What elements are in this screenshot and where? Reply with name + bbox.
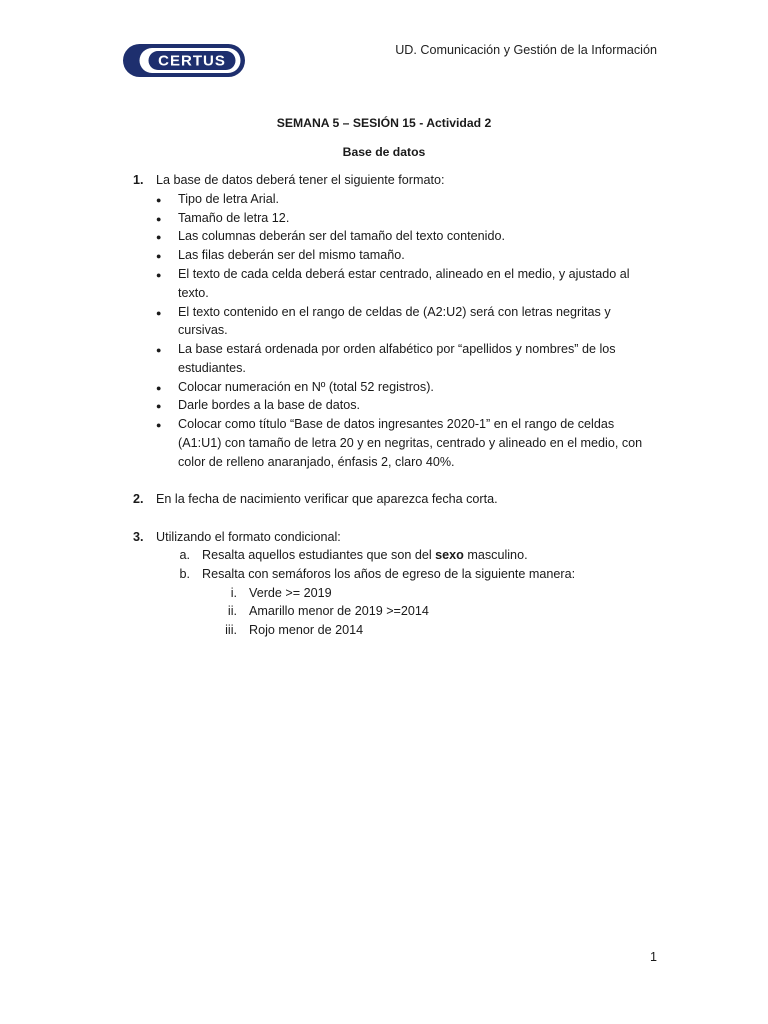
unit-header: UD. Comunicación y Gestión de la Información bbox=[395, 43, 657, 57]
page-number: 1 bbox=[650, 950, 658, 964]
bullet-item-continued: (A1:U1) con tamaño de letra 20 y en negritas, centrado y alineado en el medio, con bbox=[178, 436, 643, 450]
sub-item-a: Resalta aquellos estudiantes que son del sexo masculino. bbox=[202, 548, 528, 562]
subsub-item-marker: iii. bbox=[225, 623, 237, 637]
sub-item-marker: a. bbox=[179, 548, 190, 562]
subsub-item-marker: ii. bbox=[227, 604, 237, 618]
bullet-item: Darle bordes a la base de datos. bbox=[178, 398, 361, 412]
bullet-icon: ● bbox=[156, 401, 162, 411]
bullet-icon: ● bbox=[156, 383, 162, 393]
bullet-item-continued: color de relleno anaranjado, énfasis 2, claro 40%. bbox=[178, 455, 455, 469]
item-1-text: La base de datos deberá tener el siguiente formato: bbox=[156, 173, 445, 187]
subsub-item-marker: i. bbox=[230, 586, 237, 600]
bullet-item: Tamaño de letra 12. bbox=[178, 211, 290, 225]
bullet-item: El texto contenido en el rango de celdas de (A2:U2) será con letras negritas y bbox=[178, 305, 611, 319]
bullet-icon: ● bbox=[156, 420, 162, 430]
bullet-item: Las filas deberán ser del mismo tamaño. bbox=[178, 248, 405, 262]
subsub-item: Rojo menor de 2014 bbox=[249, 623, 364, 637]
bullet-icon: ● bbox=[156, 270, 162, 280]
subsub-item: Verde >= 2019 bbox=[249, 586, 332, 600]
item-2-text: En la fecha de nacimiento verificar que aparezca fecha corta. bbox=[156, 492, 498, 506]
bullet-item-continued: estudiantes. bbox=[178, 361, 246, 375]
sub-item-marker: b. bbox=[179, 567, 190, 581]
item-1-number: 1. bbox=[133, 173, 144, 187]
item-3-text: Utilizando el formato condicional: bbox=[156, 530, 341, 544]
bullet-item: Colocar numeración en Nº (total 52 registros). bbox=[178, 380, 434, 394]
bullet-item: El texto de cada celda deberá estar centrado, alineado en el medio, y ajustado al bbox=[178, 267, 630, 281]
bullet-icon: ● bbox=[156, 251, 162, 261]
bullet-icon: ● bbox=[156, 308, 162, 318]
certus-logo bbox=[122, 43, 246, 78]
bullet-item: Colocar como título “Base de datos ingresantes 2020-1” en el rango de celdas bbox=[178, 417, 615, 431]
document-subtitle: Base de datos bbox=[342, 145, 426, 159]
sub-item-b: Resalta con semáforos los años de egreso de la siguiente manera: bbox=[202, 567, 576, 581]
bullet-icon: ● bbox=[156, 195, 162, 205]
logo-text: CERTUS bbox=[158, 52, 226, 70]
bullet-item-continued: texto. bbox=[178, 286, 209, 300]
bullet-item: Tipo de letra Arial. bbox=[178, 192, 280, 206]
bullet-item: La base estará ordenada por orden alfabético por “apellidos y nombres” de los bbox=[178, 342, 616, 356]
item-3-number: 3. bbox=[133, 530, 144, 544]
bullet-icon: ● bbox=[156, 345, 162, 355]
bullet-icon: ● bbox=[156, 232, 162, 242]
document-title: SEMANA 5 – SESIÓN 15 - Actividad 2 bbox=[276, 116, 492, 130]
bullet-icon: ● bbox=[156, 214, 162, 224]
bullet-item-continued: cursivas. bbox=[178, 323, 228, 337]
item-2-number: 2. bbox=[133, 492, 144, 506]
subsub-item: Amarillo menor de 2019 >=2014 bbox=[249, 604, 429, 618]
bullet-item: Las columnas deberán ser del tamaño del texto contenido. bbox=[178, 229, 505, 243]
bold-keyword: sexo bbox=[435, 548, 464, 562]
